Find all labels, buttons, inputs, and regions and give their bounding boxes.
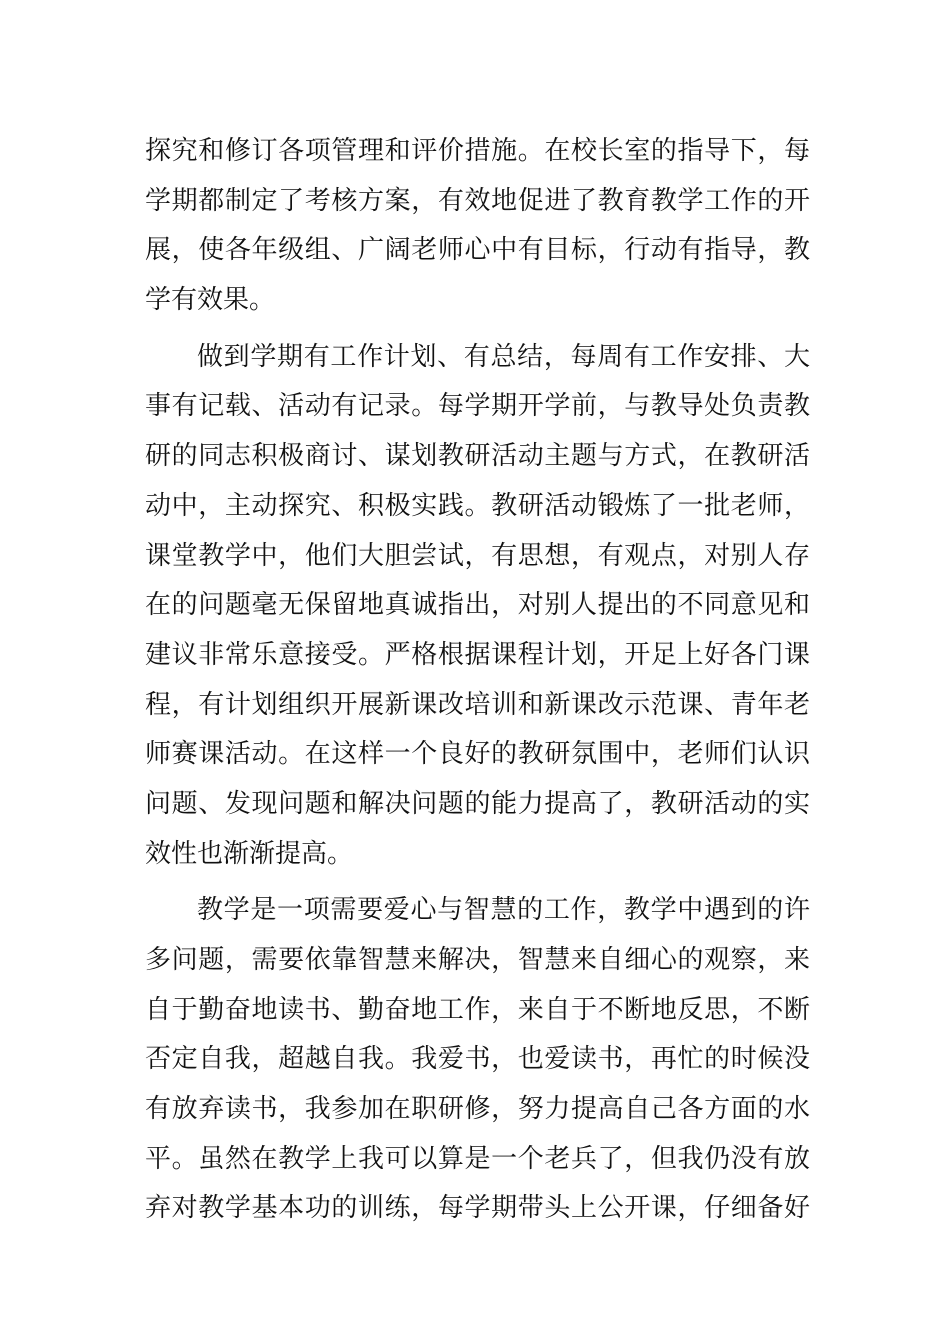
text-line: 研的同志积极商讨、谋划教研活动主题与方式，在教研活 bbox=[145, 441, 810, 472]
text-line: 问题、发现问题和解决问题的能力提高了，教研活动的实 bbox=[145, 788, 810, 819]
text-line: 探究和修订各项管理和评价措施。在校长室的指导下，每 bbox=[145, 136, 810, 166]
text-line: 自于勤奋地读书、勤奋地工作，来自于不断地反思，不断 bbox=[145, 994, 810, 1025]
text-line: 弃对教学基本功的训练，每学期带头上公开课，仔细备好 bbox=[145, 1193, 810, 1224]
text-line: 事有记载、活动有记录。每学期开学前，与教导处负责教 bbox=[145, 391, 810, 422]
text-line: 教学是一项需要爱心与智慧的工作，教学中遇到的许 bbox=[197, 895, 810, 926]
text-line: 否定自我，超越自我。我爱书，也爱读书，再忙的时候没 bbox=[145, 1044, 810, 1075]
text-line: 效性也渐渐提高。 bbox=[145, 838, 354, 869]
text-line: 动中，主动探究、积极实践。教研活动锻炼了一批老师， bbox=[145, 490, 810, 521]
body-text bbox=[145, 127, 810, 1234]
paragraph-2 bbox=[145, 333, 810, 880]
text-line: 师赛课活动。在这样一个良好的教研氛围中，老师们认识 bbox=[145, 739, 810, 770]
text-line: 课堂教学中，他们大胆尝试，有思想，有观点，对别人存 bbox=[145, 540, 810, 571]
text-line: 建议非常乐意接受。严格根据课程计划，开足上好各门课 bbox=[145, 639, 810, 670]
text-line: 做到学期有工作计划、有总结，每周有工作安排、大 bbox=[197, 341, 810, 372]
text-line: 展，使各年级组、广阔老师心中有目标，行动有指导，教 bbox=[145, 235, 810, 266]
text-line: 有放弃读书，我参加在职研修，努力提高自己各方面的水 bbox=[145, 1094, 810, 1125]
text-line: 在的问题毫无保留地真诚指出，对别人提出的不同意见和 bbox=[145, 590, 810, 621]
text-line: 多问题，需要依靠智慧来解决，智慧来自细心的观察，来 bbox=[145, 945, 810, 975]
text-line: 平。虽然在教学上我可以算是一个老兵了，但我仍没有放 bbox=[145, 1143, 810, 1174]
text-line: 程，有计划组织开展新课改培训和新课改示范课、青年老 bbox=[145, 689, 810, 720]
text-line: 学期都制定了考核方案，有效地促进了教育教学工作的开 bbox=[145, 185, 810, 216]
paragraph-3 bbox=[145, 886, 810, 1234]
text-line: 学有效果。 bbox=[145, 285, 276, 316]
paragraph-1 bbox=[145, 127, 810, 326]
